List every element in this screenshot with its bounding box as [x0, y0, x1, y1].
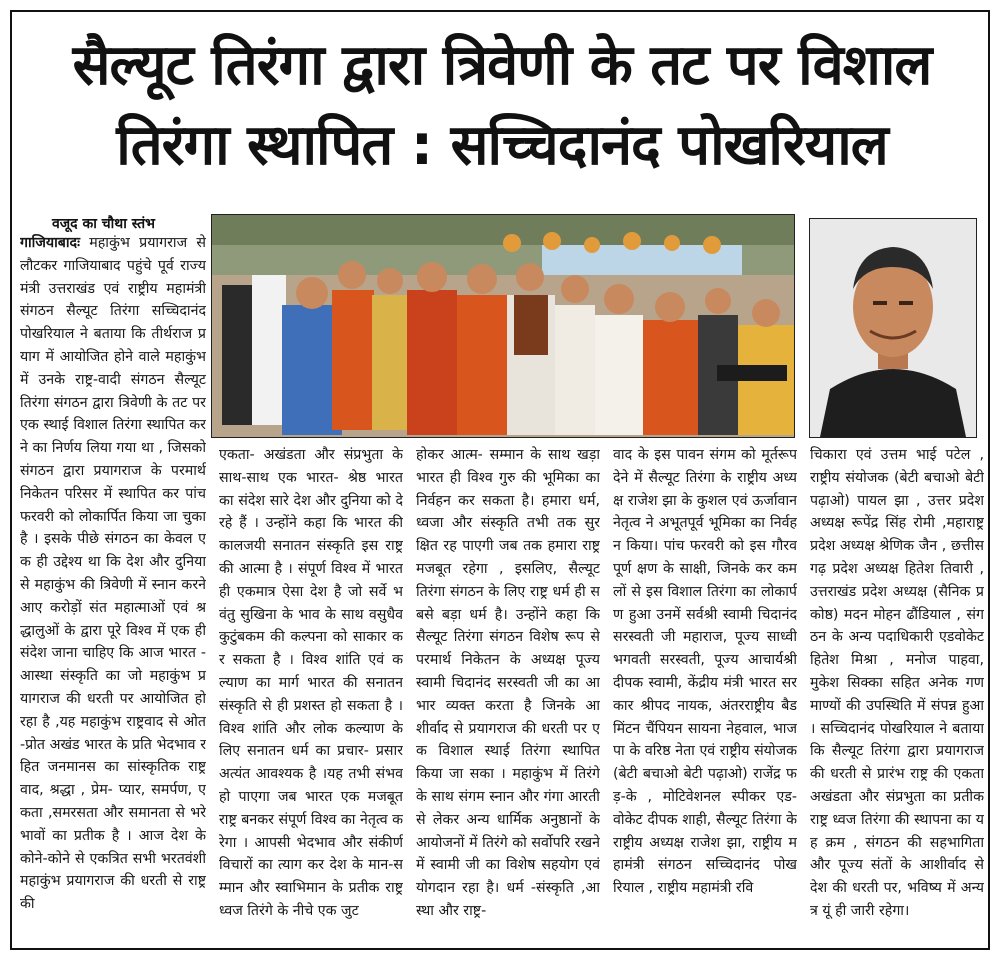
article-frame [10, 10, 990, 950]
article-column-1 [20, 232, 206, 937]
article-column-5: चिकारा एवं उत्तम भाई पटेल , राष्ट्रीय संयोजक (बेटी बचाओ बेटी पढ़ाओ) पायल झा , उत्तर प्रदेश अध्यक्ष रूपेंद्र सिंह रोमी ,महाराष्ट्र प्रदेश अध्यक्ष श्रेणिक जैन , छत्तीसगढ़ प्रदेश अध्यक्ष हितेश तिवारी , उत्तराखंड प्रदेश अध्यक्ष (सैनिक प्रकोष्ठ) मदन मोहन ढौंडियाल , संगठन के अन्य पदाधिकारी एडवोकेट हितेश मिश्रा , मनोज पाहवा, मुकेश सिक्का सहित अनेक गणमाण्यों की उपस्थिति में संपन्न हुआ। सच्चिदानंद पोखरियाल ने बताया कि सैल्यूट तिरंगा द्वारा प्रयागराज की धरती से प्रारंभ राष्ट्र की एकता अखंडता और संप्रभुता का प्रतीक राष्ट्र ध्वज तिरंगा की स्थापना का यह क्रम , संगठन की सहभागिता और पूज्य संतों के आशीर्वाद से देश की धरती पर, भविष्य में अन्यत्र यूं ही जारी रहेगा। [810, 447, 984, 919]
group-photo-image [212, 215, 794, 437]
article-column-2: एकता- अखंडता और संप्रभुता के साथ-साथ एक भारत- श्रेष्ठ भारत का संदेश सारे देश और दुनिया को दे रहे हैं । उन्होंने कहा कि भारत की कालजयी सनातन संस्कृति इस राष्ट्र की आत्मा है । संपूर्ण विश्व में भारत ही एकमात्र ऐसा देश है जो सर्वे भवंतु सुखिना के भाव के साथ वसुधैव कुटुंबकम की कल्पना को साकार कर सकता है । विश्व शांति एवं कल्याण का मार्ग भारत की सनातन संस्कृति से ही प्रशस्त हो सकता है । विश्व शांति और लोक कल्याण के लिए सनातन धर्म का प्रचार- प्रसार अत्यंत आवश्यक है ।यह तभी संभव हो पाएगा जब भारत एक मजबूत राष्ट्र बनकर संपूर्ण विश्व का नेतृत्व करेगा । आपसी भेदभाव और संकीर्ण विचारों का त्याग कर देश के मान-सम्मान और स्वाभिमान के प्रतीक राष्ट्रध्वज तिरंगे के नीचे एक जुट [219, 447, 403, 919]
portrait-image [810, 219, 976, 437]
portrait-photo [809, 218, 977, 438]
dateline: गाजियाबादः [20, 235, 80, 251]
headline-line-1: सैल्यूट तिरंगा द्वारा त्रिवेणी के तट पर विशाल [72, 33, 932, 98]
article-column-3: होकर आत्म- सम्मान के साथ खड़ा भारत ही विश्व गुरु की भूमिका का निर्वहन कर सकता है। हमारा धर्म, ध्वजा और संस्कृति तभी तक सुरक्षित रह पाएगी जब तक हमारा राष्ट्र मजबूत रहेगा , इसलिए, सैल्यूट तिरंगा संगठन के लिए राष्ट्र धर्म ही सबसे बड़ा धर्म है। उन्होंने कहा कि सैल्यूट तिरंगा संगठन विशेष रूप से परमार्थ निकेतन के अध्यक्ष पूज्य स्वामी चिदानंद सरस्वती जी का आभार व्यक्त करता है जिनके आशीर्वाद से प्रयागराज की धरती पर एक विशाल स्थाई तिरंगा स्थापित किया जा सका । महाकुंभ में तिरंगे के साथ संगम स्नान और गंगा आरती से लेकर अन्य धार्मिक अनुष्ठानों के आयोजनों में तिरंगे को सर्वोपरि रखने में स्वामी जी का विशेष सहयोग एवं योगदान रहा है। धर्म -संस्कृति ,आस्था और राष्ट्र- [416, 447, 600, 919]
headline-line-2: तिरंगा स्थापित : सच्चिदानंद पोखरियाल [116, 113, 888, 178]
article-column-4: वाद के इस पावन संगम को मूर्तरूप देने में सैल्यूट तिरंगा के राष्ट्रीय अध्यक्ष राजेश झा के कुशल एवं ऊर्जावान नेतृत्व ने अभूतपूर्व भूमिका का निर्वहन किया। पांच फरवरी को इस गौरवपूर्ण क्षण के साक्षी, जिनके कर कमलों से इस विशाल तिरंगा का लोकार्पण हुआ उनमें सर्वश्री स्वामी चिदानंद सरस्वती जी महाराज, पूज्य साध्वी भगवती सरस्वती, पूज्य आचार्यश्री दीपक स्वामी, केंद्रीय मंत्री भारत सरकार श्रीपद नायक, अंतरराष्ट्रीय बैडमिंटन चैंपियन सायना नेहवाल, भाजपा के वरिष्ठ नेता एवं राष्ट्रीय संयोजक (बेटी बचाओ बेटी पढ़ाओ) राजेंद्र फड़-के , मोटिवेशनल स्पीकर एड-वोकेट दीपक शाही, सैल्यूट तिरंगा के राष्ट्रीय अध्यक्ष राजेश झा, राष्ट्रीय महामंत्री संगठन सच्चिदानंद पोखरियाल , राष्ट्रीय महामंत्री रवि [613, 447, 797, 897]
byline: वजूद का चौथा स्तंभ [52, 216, 155, 232]
group-photo [211, 214, 795, 438]
column-1-text: महाकुंभ प्रयागराज से लौटकर गाजियाबाद पहुंचे पूर्व राज्य मंत्री उत्तराखंड एवं राष्ट्रीय महामंत्री संगठन सैल्यूट तिरंगा सच्चिदानंद पोखरियाल ने बताया कि तीर्थराज प्रयाग में आयोजित होने वाले महाकुंभ में उनके राष्ट्र-वादी संगठन सैल्यूट तिरंगा संगठन द्वारा त्रिवेणी के तट पर एक स्थाई विशाल तिरंगा स्थापित करने का निर्णय लिया गया था , जिसको संगठन द्वारा प्रयागराज के परमार्थ निकेतन परिसर में स्थापित कर पांच फरवरी को लोकार्पित किया जा चुका है । इसके पीछे संगठन का केवल एक ही उद्देश्य था कि देश और दुनिया से महाकुंभ की त्रिवेणी में स्नान करने आए करोड़ों संत महात्माओं एवं श्रद्धालुओं के द्वारा पूरे विश्व में एक ही संदेश जाना चाहिए कि आज भारत - आस्था संस्कृति का जो महाकुंभ प्रयागराज की धरती पर आयोजित हो रहा है ,यह महाकुंभ राष्ट्रवाद से ओत-प्रोत अखंड भारत के प्रति भेदभाव रहित जनमानस का सांस्कृतिक राष्ट्रवाद, श्रद्धा , प्रेम- प्यार, समर्पण, एकता ,समरसता और समानता से भरे भावों का प्रतीक है । आज देश के कोने-कोने से एकत्रित सभी भरतवंशी महाकुंभ प्रयागराज की धरती से राष्ट्र की [20, 235, 206, 913]
